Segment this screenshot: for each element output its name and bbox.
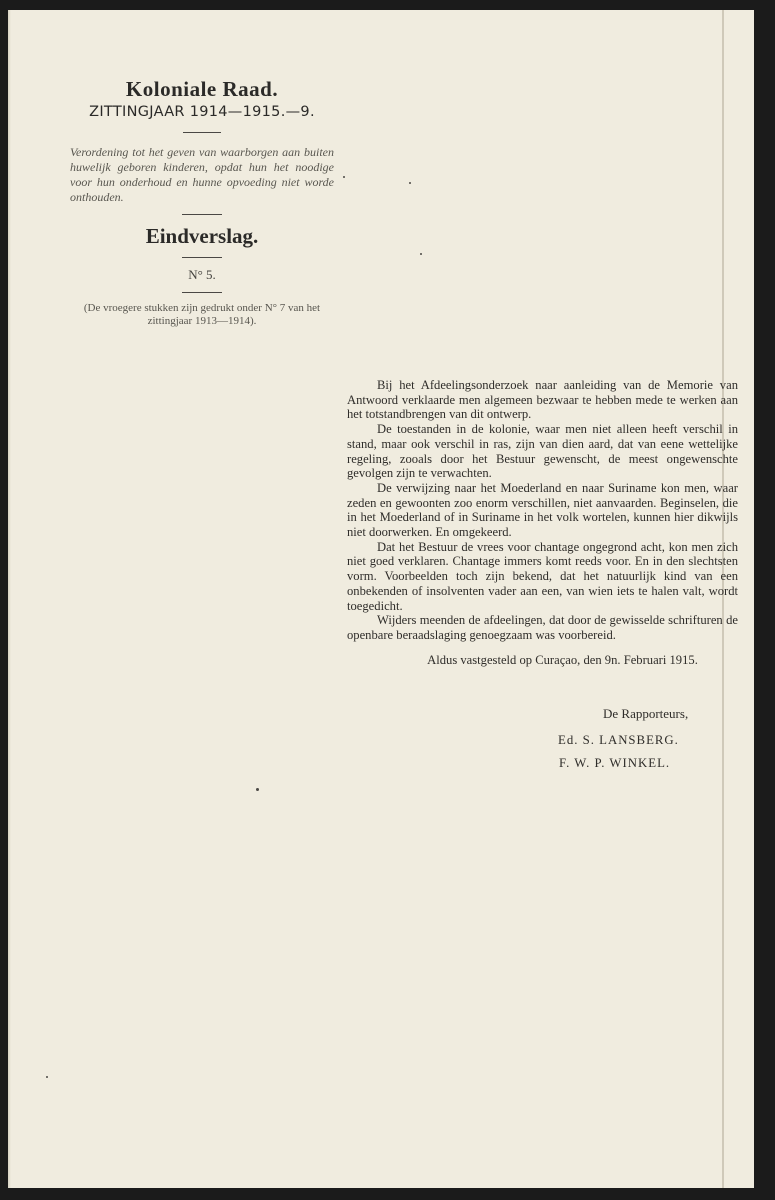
document-number: N° 5. xyxy=(188,267,216,282)
paper-speck xyxy=(256,788,259,791)
paper-speck xyxy=(46,1076,48,1078)
divider xyxy=(183,132,221,133)
signature-label: De Rapporteurs, xyxy=(603,706,689,721)
body-paragraph: Dat het Bestuur de vrees voor chantage ongegrond acht, kon men zich niet goed verklaren. Chantage immers komt reeds voor. En in den slechtsten vorm. Voorbeelden toch zijn bekend, dat het natuurlijk kind van een onbekenden of insolventen vader aan een, van wien iets te halen valt, wordt toegedicht. xyxy=(347,539,738,613)
header-column xyxy=(66,76,338,328)
signature-first: Ed. S. LANSBERG. xyxy=(558,733,679,747)
paper-speck xyxy=(420,253,422,255)
previous-documents-note: (De vroegere stukken zijn gedrukt onder N° 7 van het zittingjaar 1913—1914). xyxy=(83,302,321,327)
closing-line: Aldus vastgesteld op Curaçao, den 9n. Februari 1915. xyxy=(427,652,698,667)
report-title: Eindverslag. xyxy=(145,224,259,248)
document-page xyxy=(8,10,754,1188)
divider xyxy=(182,257,222,258)
divider xyxy=(182,292,222,293)
paper-speck xyxy=(409,182,411,184)
body-paragraph: De toestanden in de kolonie, waar men niet alleen heeft verschil in stand, maar ook verschil in ras, zijn van dien aard, dat van eene wettelijke regeling, zooals door het Bestuur gewenscht, de meest ongewenschte gevolgen zijn te verwachten. xyxy=(347,422,738,481)
body-paragraph: Bij het Afdeelingsonderzoek naar aanleiding van de Memorie van Antwoord verklaarde men algemeen bezwaar te hebben mede te werken aan het totstandbrengen van dit ontwerp. xyxy=(347,378,738,422)
divider xyxy=(182,214,222,215)
signature-second: F. W. P. WINKEL. xyxy=(559,756,671,770)
paper-speck xyxy=(343,176,345,178)
council-title: Koloniale Raad. xyxy=(125,77,279,101)
regulation-title: Verordening tot het geven van waarborgen aan buiten huwelijk geboren kinderen, opdat hun het noodige voor hun onderhoud en hunne opvoeding niet worde onthouden. xyxy=(70,145,334,204)
body-paragraph: Wijders meenden de afdeelingen, dat door de gewisselde schrifturen de openbare beraadslaging genoegzaam was voorbereid. xyxy=(347,613,738,642)
body-paragraph: De verwijzing naar het Moederland en naar Suriname kon men, waar zeden en gewoonten zoo enorm verschillen, niet aanvaarden. Beginselen, die in het Moederland of in Suriname in het volk wortelen, kunnen hier dikwijls niet doorwerken. En omgekeerd. xyxy=(347,480,738,540)
session-year: ZITTINGJAAR 1914—1915.—9. xyxy=(89,104,315,120)
report-body xyxy=(347,378,738,667)
